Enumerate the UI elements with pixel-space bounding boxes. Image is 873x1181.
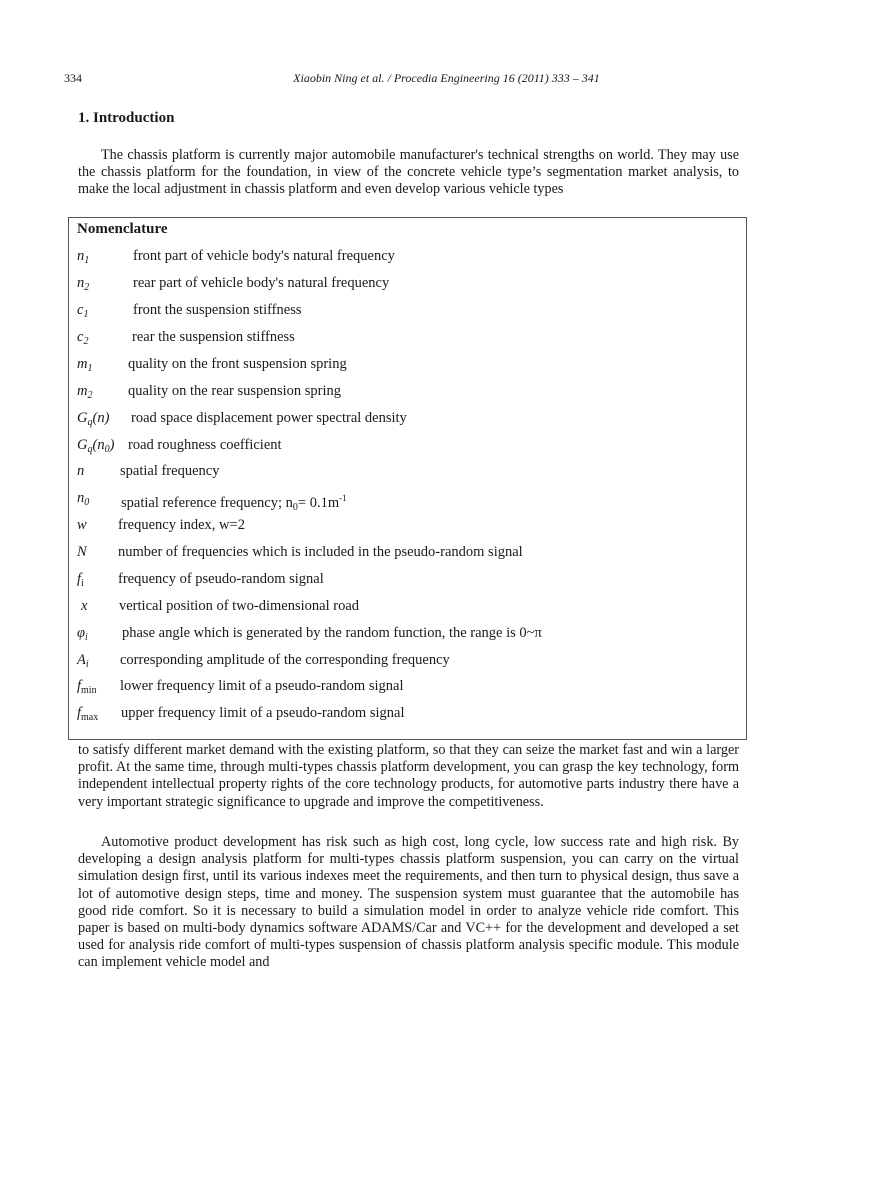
nomenclature-symbol: $c_2$ bbox=[77, 329, 89, 347]
intro-paragraph-3: Automotive product development has risk such as high cost, long cycle, low success rate and high risk. By developing a design analysis platform for multi-types chassis platform suspension, you can carry on the virtual simulation design first, until its various indexes meet the requirements, and then turn to physical design, thus save a lot of automotive design steps, time and money. The suspension system must guarantee that the automobile has good ride comfort. So it is necessary to build a simulation model in order to analyze vehicle ride comfort. This paper is based on multi-body dynamics software ADAMS/Car and VC++ for the development and developed a set used for analysis ride comfort of multi-types suspension of chassis platform analysis specific module. This module can implement vehicle model and bbox=[78, 834, 739, 971]
nomenclature-symbol: $A_i$ bbox=[77, 652, 89, 670]
nomenclature-symbol: $G_q(n)$ bbox=[77, 410, 110, 428]
nomenclature-definition: frequency of pseudo-random signal bbox=[118, 571, 324, 587]
nomenclature-title: Nomenclature bbox=[77, 221, 168, 237]
nomenclature-symbol: $m_1$ bbox=[77, 356, 93, 374]
nomenclature-symbol: $f_{min}$ bbox=[77, 678, 97, 696]
running-head: Xiaobin Ning et al. / Procedia Engineering 16 (2011) 333 – 341 bbox=[293, 71, 600, 85]
nomenclature-definition: spatial frequency bbox=[120, 463, 220, 479]
nomenclature-symbol: x bbox=[81, 598, 88, 614]
nomenclature-symbol: $n_0$ bbox=[77, 490, 90, 508]
nomenclature-definition: number of frequencies which is included in the pseudo-random signal bbox=[118, 544, 523, 560]
nomenclature-definition: vertical position of two-dimensional road bbox=[119, 598, 360, 614]
nomenclature-symbol: $f_{max}$ bbox=[77, 705, 99, 723]
nomenclature-definition: rear the suspension stiffness bbox=[132, 329, 295, 345]
intro-paragraph-2: to satisfy different market demand with the existing platform, so that they can seize the market fast and win a larger profit. At the same time, through multi-types chassis platform development, you can grasp the key technology, form independent intellectual property rights of the core technology products, for automotive parts industry there have a very important strategic significance to upgrade and improve the competitiveness. bbox=[78, 742, 739, 810]
nomenclature-definition: phase angle which is generated by the random function, the range is 0~π bbox=[122, 625, 542, 641]
nomenclature-symbol: $m_2$ bbox=[77, 383, 93, 401]
nomenclature-definition: frequency index, w=2 bbox=[118, 517, 245, 533]
nomenclature-definition: road space displacement power spectral density bbox=[131, 410, 407, 426]
nomenclature-symbol: $\varphi_i$ bbox=[77, 625, 88, 643]
nomenclature-definition: front the suspension stiffness bbox=[133, 302, 302, 318]
nomenclature-symbol: $c_1$ bbox=[77, 302, 89, 320]
nomenclature-definition: upper frequency limit of a pseudo-random signal bbox=[121, 705, 405, 721]
nomenclature-definition: quality on the front suspension spring bbox=[128, 356, 347, 372]
nomenclature-symbol: $n_1$ bbox=[77, 248, 90, 266]
nomenclature-symbol: w bbox=[77, 517, 87, 533]
nomenclature-symbol: $G_q(n_0)$ bbox=[77, 437, 115, 455]
nomenclature-definition: spatial reference frequency; $n_0= 0.1m^{-1}$ bbox=[121, 493, 347, 513]
nomenclature-symbol: $n_2$ bbox=[77, 275, 90, 293]
nomenclature-symbol: n bbox=[77, 463, 85, 479]
section-title: 1. Introduction bbox=[78, 110, 175, 126]
nomenclature-definition: lower frequency limit of a pseudo-random signal bbox=[120, 678, 404, 694]
nomenclature-definition: front part of vehicle body's natural frequency bbox=[133, 248, 395, 264]
intro-paragraph-1: The chassis platform is currently major automobile manufacturer's technical strengths on world. They may use the chassis platform for the foundation, in view of the concrete vehicle type’s segmentation market analysis, to make the local adjustment in chassis platform and even develop various vehicle types bbox=[78, 147, 739, 198]
nomenclature-definition: road roughness coefficient bbox=[128, 437, 282, 453]
nomenclature-definition: corresponding amplitude of the corresponding frequency bbox=[120, 652, 450, 668]
nomenclature-definition: rear part of vehicle body's natural frequency bbox=[133, 275, 390, 291]
nomenclature-definition: quality on the rear suspension spring bbox=[128, 383, 342, 399]
page-number: 334 bbox=[64, 71, 82, 85]
nomenclature-symbol: N bbox=[77, 544, 87, 560]
nomenclature-symbol: $f_i$ bbox=[77, 571, 84, 589]
